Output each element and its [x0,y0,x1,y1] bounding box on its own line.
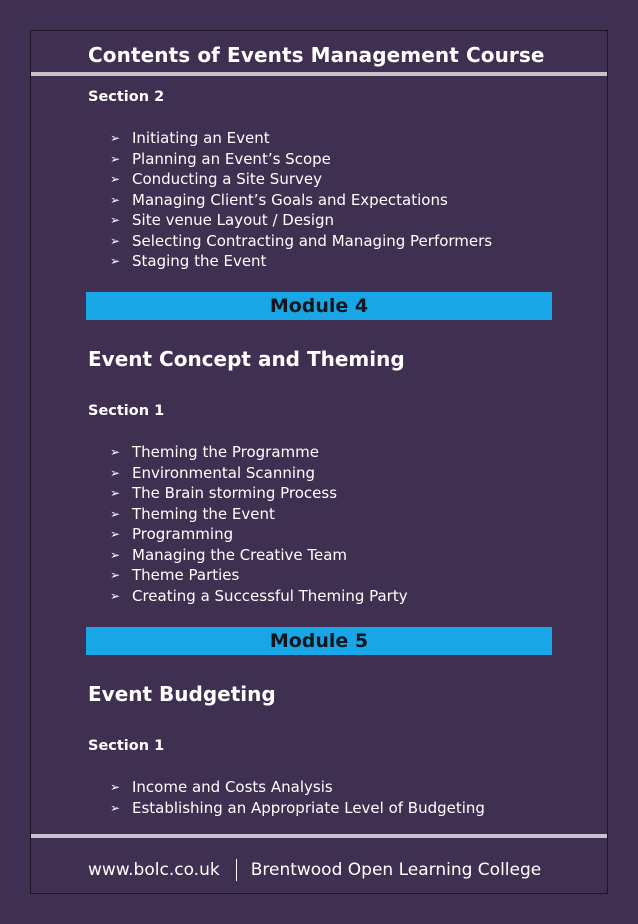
list-item: ➢ Initiating an Event [110,129,270,147]
footer-rule [31,834,607,838]
arrow-bullet-icon: ➢ [110,780,121,794]
arrow-bullet-icon: ➢ [110,445,121,459]
module-4-heading: Event Concept and Theming [88,347,405,371]
arrow-bullet-icon: ➢ [110,131,121,145]
arrow-bullet-icon: ➢ [110,213,121,227]
list-item: ➢ Theme Parties [110,566,240,584]
footer-url[interactable]: www.bolc.co.uk [88,860,220,880]
list-item: ➢ Planning an Event’s Scope [110,149,331,168]
list-item: ➢ Selecting Contracting and Managing Performers [110,231,493,250]
list-item: ➢ Theming the Event [110,504,275,523]
section-2-list [110,128,492,272]
list-item: ➢ Conducting a Site Survey [110,170,322,188]
arrow-bullet-icon: ➢ [110,527,121,541]
arrow-bullet-icon: ➢ [110,254,121,268]
footer [88,859,541,881]
arrow-bullet-icon: ➢ [110,151,121,166]
module-4-list [110,442,408,606]
arrow-bullet-icon: ➢ [110,588,121,603]
module-5-bar: Module 5 [86,627,552,655]
list-item: ➢ Programming [110,525,234,543]
module-5-list [110,777,485,818]
list-item: ➢ Managing Client’s Goals and Expectations [110,190,448,209]
list-item: ➢ Site venue Layout / Design [110,211,335,229]
list-item: ➢ Creating a Successful Theming Party [110,586,408,605]
list-item: ➢ Staging the Event [110,252,267,270]
arrow-bullet-icon: ➢ [110,568,121,582]
list-item: ➢ The Brain storming Process [110,484,338,502]
list-item: ➢ Theming the Programme [110,443,319,461]
arrow-bullet-icon: ➢ [110,506,121,521]
list-item: ➢ Establishing an Appropriate Level of Budgeting [110,798,485,817]
page-title: Contents of Events Management Course [88,43,545,67]
module-5-heading: Event Budgeting [88,682,276,706]
list-item: ➢ Managing the Creative Team [110,545,348,564]
module-5-section-label: Section 1 [88,738,165,754]
arrow-bullet-icon: ➢ [110,465,121,480]
arrow-bullet-icon: ➢ [110,192,121,207]
footer-college-name: Brentwood Open Learning College [250,860,542,880]
arrow-bullet-icon: ➢ [110,172,121,186]
arrow-bullet-icon: ➢ [110,486,121,500]
section-2-label: Section 2 [88,89,165,105]
module-4-bar: Module 4 [86,292,552,320]
arrow-bullet-icon: ➢ [110,233,121,248]
arrow-bullet-icon: ➢ [110,800,121,815]
arrow-bullet-icon: ➢ [110,547,121,562]
header-rule [31,72,607,76]
list-item: ➢ Environmental Scanning [110,463,316,482]
list-item: ➢ Income and Costs Analysis [110,778,333,796]
module-4-section-label: Section 1 [88,403,165,419]
footer-separator [236,859,237,881]
